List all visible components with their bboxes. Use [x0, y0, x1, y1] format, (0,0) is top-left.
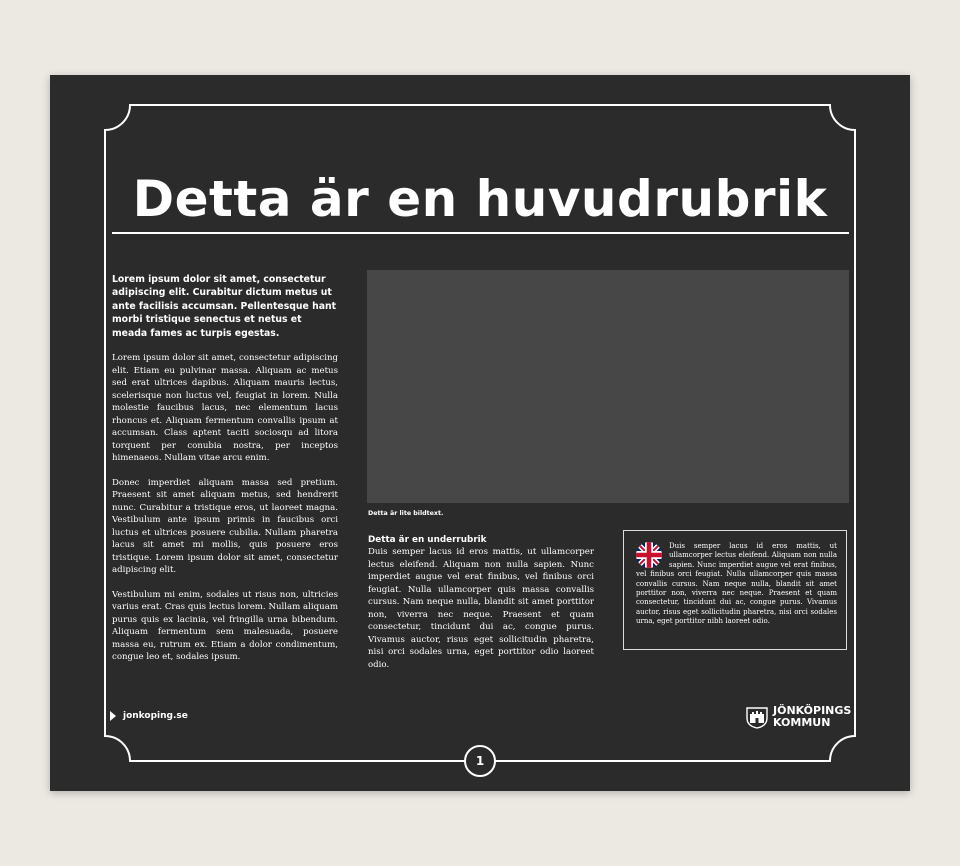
page-number: 1 [464, 745, 496, 777]
body-paragraph-2: Donec imperdiet aliquam massa sed pretium. Praesent sit amet aliquam metus, sed hendrerit nunc. Curabitur a tristique eros, ut laoreet magna. Vestibulum ante ipsum primis in faucibus orci luctus et ultrices posuere cubilia. Nullam pharetra lacus sit amet mi mollis, quis posuere eros tristique. Lorem ipsum dolor sit amet, consectetur adipiscing elit. [112, 477, 338, 576]
subheading: Detta är en underrubrik [368, 535, 487, 545]
logo-line-2: KOMMUN [773, 716, 831, 729]
image-placeholder [367, 270, 849, 503]
website-link-text: jonkoping.se [123, 711, 188, 721]
uk-flag-icon [636, 542, 662, 568]
logo-line-1: JÖNKÖPINGS [773, 704, 852, 717]
body-paragraph-1: Lorem ipsum dolor sit amet, consectetur adipiscing elit. Etiam eu pulvinar massa. Aliquam ac metus sed erat ultrices dapibus. Aliquam mauris lectus, scelerisque non luctus vel, feugiat in lorem. Nulla molestie faucibus lacus, nec elementum lacus rhoncus et. Aliquam fermentum convallis ipsum at accumsan. Class aptent taciti sociosqu ad litora torquent per conubia nostra, per inceptos himenaeos. Nullam vitae arcu enim. [112, 353, 338, 464]
subheading-body: Duis semper lacus id eros mattis, ut ullamcorper lectus eleifend. Aliquam non nulla sapien. Nunc imperdiet augue vel erat finibus, vel finibus orci feugiat. Nulla ullamcorper quis massa convallis cursus. Nam neque nulla, blandit sit amet porttitor non, viverra nec neque. Praesent et quam consectetur, tincidunt dui ac, congue purus. Vivamus auctor, risus eget sollicitudin pharetra, nisi orci sodales urna, eget porttitor odio laoreet odio. [368, 547, 594, 670]
sign-board [50, 75, 910, 791]
website-link[interactable] [110, 711, 188, 721]
lead-paragraph: Lorem ipsum dolor sit amet, consectetur adipiscing elit. Curabitur dictum metus ut ante facilisis accumsan. Pellentesque hant morbi tristique senectus et netus et meada fames ac turpis egestas. [112, 274, 337, 339]
play-arrow-icon [110, 711, 116, 721]
image-caption: Detta är lite bildtext. [368, 510, 444, 517]
english-summary-text: Duis semper lacus id eros mattis, ut ullamcorper lectus eleifend. Aliquam non nulla sapien. Nunc imperdiet augue vel erat finibus, vel finibus orci feugiat. Nulla ullamcorper quis massa convallis cursus. Nam neque nulla, blandit sit amet porttitor non, viverra nec neque. Praesent et quam consectetur, tincidunt dui ac, congue purus. Vivamus auctor, risus eget sollicitudin pharetra, nisi orci sodales urna, eget porttitor nibh laoreet odio. [636, 542, 837, 626]
municipality-logo [746, 705, 851, 729]
title-divider [112, 232, 849, 234]
middle-column [368, 535, 594, 671]
castle-emblem-icon [746, 705, 768, 729]
english-summary-box [623, 530, 847, 650]
body-paragraph-3: Vestibulum mi enim, sodales ut risus non, ultricies varius erat. Cras quis lectus lorem. Nullam aliquam purus quis ex lacinia, vel fringilla urna bibendum. Aliquam fermentum sem malesuada, posuere massa eu, rutrum ex. Etiam a dolor condimentum, congue leo et, sodales ipsum. [112, 589, 338, 663]
page-title: Detta är en huvudrubrik [132, 170, 828, 228]
left-column [112, 273, 338, 676]
